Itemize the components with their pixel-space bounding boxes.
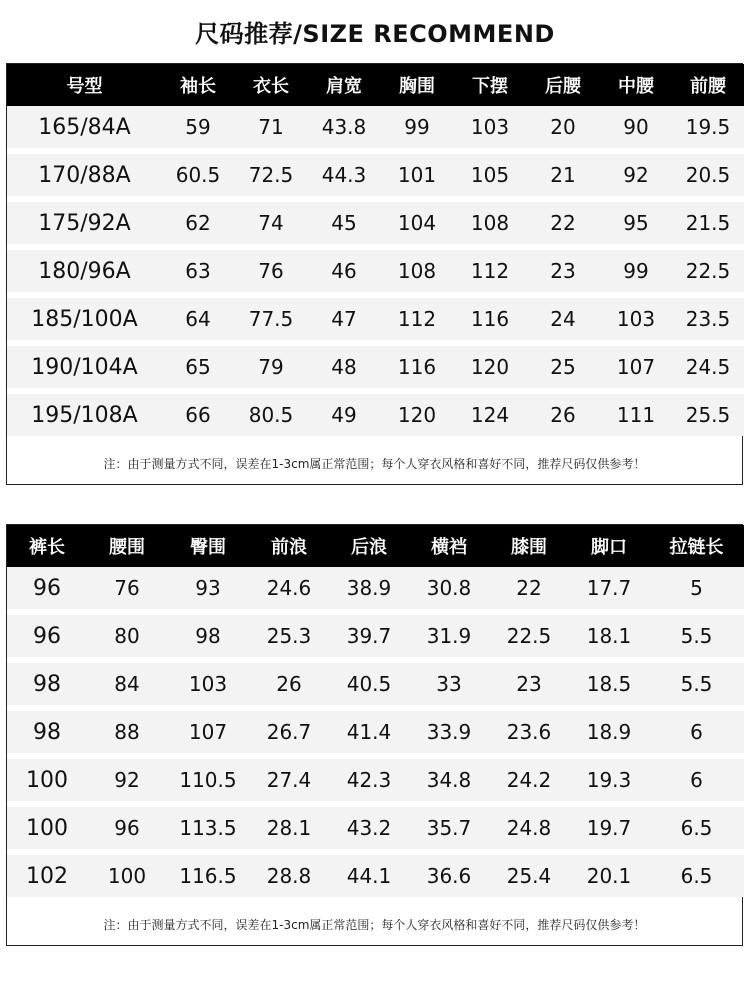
table-cell: 20.1 — [569, 852, 649, 897]
table-cell: 35.7 — [409, 804, 489, 852]
measurement-note: 注：由于测量方式不同，误差在1-3cm属正常范围；每个人穿衣风格和喜好不同，推荐尺码仅供参考！ — [103, 457, 646, 471]
table-header-row — [7, 525, 744, 567]
table-cell: 24.2 — [489, 756, 569, 804]
table-cell: 101 — [380, 151, 454, 199]
table-cell: 17.7 — [569, 567, 649, 612]
table-row — [7, 151, 744, 199]
table-row — [7, 708, 744, 756]
table-cell: 111 — [600, 391, 672, 436]
table-body — [7, 106, 744, 436]
table-cell: 92 — [87, 756, 167, 804]
table-cell: 80.5 — [234, 391, 308, 436]
table-cell: 42.3 — [329, 756, 409, 804]
table-cell: 19.3 — [569, 756, 649, 804]
table-row — [7, 660, 744, 708]
table-cell: 27.4 — [249, 756, 329, 804]
table-cell: 20 — [526, 106, 600, 151]
table-cell: 40.5 — [329, 660, 409, 708]
column-header: 拉链长 — [669, 537, 724, 558]
table-row — [7, 756, 744, 804]
table-cell: 100 — [7, 804, 87, 852]
table-cell: 79 — [234, 343, 308, 391]
table-cell: 112 — [380, 295, 454, 343]
table-cell: 72.5 — [234, 151, 308, 199]
table-cell: 23.6 — [489, 708, 569, 756]
table-cell: 34.8 — [409, 756, 489, 804]
table-body — [7, 567, 744, 897]
table-cell: 43.8 — [308, 106, 380, 151]
column-header: 臀围 — [190, 537, 226, 558]
table-row — [7, 612, 744, 660]
table-cell: 71 — [234, 106, 308, 151]
table-cell: 74 — [234, 199, 308, 247]
table-cell: 28.1 — [249, 804, 329, 852]
table-cell: 62 — [162, 199, 234, 247]
table-cell: 88 — [87, 708, 167, 756]
table-cell: 190/104A — [7, 343, 162, 391]
table-cell: 110.5 — [167, 756, 249, 804]
table-cell: 77.5 — [234, 295, 308, 343]
table-cell: 124 — [454, 391, 526, 436]
table-cell: 45 — [308, 199, 380, 247]
table-cell: 6 — [649, 756, 744, 804]
table-cell: 26 — [526, 391, 600, 436]
table-cell: 92 — [600, 151, 672, 199]
table-row — [7, 567, 744, 612]
column-header: 号型 — [66, 76, 103, 97]
table-cell: 90 — [600, 106, 672, 151]
table-cell: 96 — [87, 804, 167, 852]
table-cell: 24.6 — [249, 567, 329, 612]
table-cell: 26.7 — [249, 708, 329, 756]
table-cell: 99 — [380, 106, 454, 151]
table-cell: 19.7 — [569, 804, 649, 852]
table-cell: 23 — [526, 247, 600, 295]
table-cell: 104 — [380, 199, 454, 247]
table-row — [7, 391, 744, 436]
table-cell: 26 — [249, 660, 329, 708]
table-cell: 63 — [162, 247, 234, 295]
table-cell: 33.9 — [409, 708, 489, 756]
table-cell: 23 — [489, 660, 569, 708]
table-cell: 24.8 — [489, 804, 569, 852]
table-cell: 18.1 — [569, 612, 649, 660]
table-cell: 30.8 — [409, 567, 489, 612]
table-cell: 43.2 — [329, 804, 409, 852]
table-cell: 21.5 — [672, 199, 744, 247]
table-cell: 116.5 — [167, 852, 249, 897]
column-header: 横裆 — [431, 537, 467, 558]
table-header-row — [7, 64, 744, 106]
table-cell: 5 — [649, 567, 744, 612]
table-cell: 76 — [234, 247, 308, 295]
column-header: 脚口 — [591, 537, 627, 558]
table-cell: 98 — [7, 708, 87, 756]
table-cell: 20.5 — [672, 151, 744, 199]
table-cell: 48 — [308, 343, 380, 391]
table-cell: 23.5 — [672, 295, 744, 343]
bottom-size-table — [7, 525, 744, 897]
table-cell: 112 — [454, 247, 526, 295]
table-cell: 22.5 — [489, 612, 569, 660]
table-cell: 28.8 — [249, 852, 329, 897]
table-cell: 95 — [600, 199, 672, 247]
column-header: 中腰 — [618, 76, 654, 97]
table-cell: 98 — [7, 660, 87, 708]
table-cell: 99 — [600, 247, 672, 295]
table-cell: 60.5 — [162, 151, 234, 199]
table-cell: 59 — [162, 106, 234, 151]
column-header: 后腰 — [545, 76, 581, 97]
table-cell: 22 — [526, 199, 600, 247]
table-cell: 64 — [162, 295, 234, 343]
table-row — [7, 106, 744, 151]
table-cell: 93 — [167, 567, 249, 612]
table-row — [7, 804, 744, 852]
table-cell: 107 — [167, 708, 249, 756]
measurement-note: 注：由于测量方式不同，误差在1-3cm属正常范围；每个人穿衣风格和喜好不同，推荐尺码仅供参考！ — [103, 918, 646, 932]
table-row — [7, 295, 744, 343]
table-cell: 108 — [380, 247, 454, 295]
column-header: 袖长 — [180, 76, 216, 97]
table-cell: 98 — [167, 612, 249, 660]
table-cell: 6.5 — [649, 852, 744, 897]
table-cell: 24.5 — [672, 343, 744, 391]
column-header: 胸围 — [399, 76, 435, 97]
table-cell: 25 — [526, 343, 600, 391]
table-cell: 5.5 — [649, 660, 744, 708]
table-cell: 22 — [489, 567, 569, 612]
table-cell: 5.5 — [649, 612, 744, 660]
table-cell: 36.6 — [409, 852, 489, 897]
table-cell: 100 — [7, 756, 87, 804]
table-cell: 108 — [454, 199, 526, 247]
table-cell: 46 — [308, 247, 380, 295]
table-cell: 96 — [7, 567, 87, 612]
table-cell: 170/88A — [7, 151, 162, 199]
table-cell: 103 — [454, 106, 526, 151]
table-cell: 38.9 — [329, 567, 409, 612]
table-cell: 44.1 — [329, 852, 409, 897]
table-cell: 22.5 — [672, 247, 744, 295]
table-cell: 105 — [454, 151, 526, 199]
table-cell: 80 — [87, 612, 167, 660]
column-header: 腰围 — [109, 537, 145, 558]
table-cell: 76 — [87, 567, 167, 612]
column-header: 肩宽 — [326, 76, 362, 97]
table-cell: 25.5 — [672, 391, 744, 436]
table-cell: 116 — [454, 295, 526, 343]
table-cell: 18.9 — [569, 708, 649, 756]
table-cell: 65 — [162, 343, 234, 391]
table-cell: 103 — [167, 660, 249, 708]
table-cell: 31.9 — [409, 612, 489, 660]
top-size-table — [7, 64, 744, 436]
table-cell: 18.5 — [569, 660, 649, 708]
table-cell: 96 — [7, 612, 87, 660]
table-cell: 47 — [308, 295, 380, 343]
table-cell: 24 — [526, 295, 600, 343]
table-cell: 113.5 — [167, 804, 249, 852]
table-cell: 116 — [380, 343, 454, 391]
table-cell: 25.3 — [249, 612, 329, 660]
table-row — [7, 247, 744, 295]
table-cell: 84 — [87, 660, 167, 708]
column-header: 裤长 — [29, 537, 65, 558]
table-cell: 33 — [409, 660, 489, 708]
top-size-table-panel — [6, 63, 743, 485]
table-cell: 19.5 — [672, 106, 744, 151]
table-cell: 6.5 — [649, 804, 744, 852]
table-cell: 180/96A — [7, 247, 162, 295]
column-header: 前腰 — [690, 76, 726, 97]
table-row — [7, 343, 744, 391]
table-cell: 102 — [7, 852, 87, 897]
column-header: 膝围 — [511, 537, 547, 558]
table-cell: 49 — [308, 391, 380, 436]
bottom-size-table-panel — [6, 524, 743, 946]
table-cell: 120 — [454, 343, 526, 391]
table-cell: 6 — [649, 708, 744, 756]
column-header: 下摆 — [472, 76, 508, 97]
table-cell: 66 — [162, 391, 234, 436]
page-title: 尺码推荐/SIZE RECOMMEND — [195, 20, 555, 48]
table-cell: 195/108A — [7, 391, 162, 436]
column-header: 后浪 — [351, 537, 387, 558]
table-row — [7, 852, 744, 897]
table-cell: 103 — [600, 295, 672, 343]
column-header: 前浪 — [271, 537, 307, 558]
table-cell: 25.4 — [489, 852, 569, 897]
table-cell: 107 — [600, 343, 672, 391]
table-row — [7, 199, 744, 247]
table-cell: 165/84A — [7, 106, 162, 151]
table-cell: 39.7 — [329, 612, 409, 660]
table-cell: 175/92A — [7, 199, 162, 247]
table-cell: 41.4 — [329, 708, 409, 756]
table-cell: 120 — [380, 391, 454, 436]
table-cell: 185/100A — [7, 295, 162, 343]
column-header: 衣长 — [253, 76, 289, 97]
table-cell: 21 — [526, 151, 600, 199]
table-cell: 100 — [87, 852, 167, 897]
table-cell: 44.3 — [308, 151, 380, 199]
